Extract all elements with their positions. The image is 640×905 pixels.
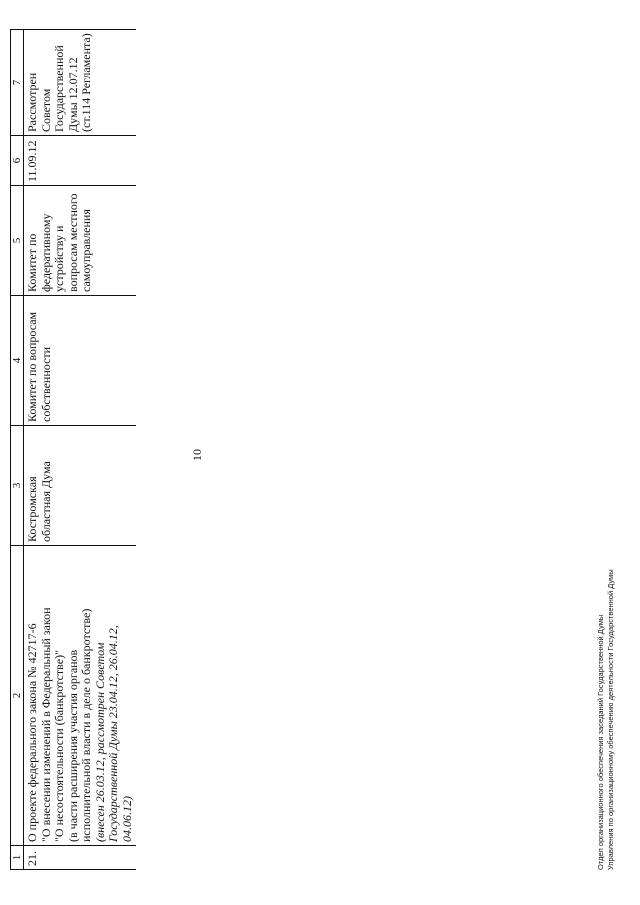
bills-table	[10, 29, 136, 870]
committee-cell	[24, 296, 137, 426]
description-line: "О несостоятельности (банкротстве)"	[52, 650, 66, 842]
table-row	[24, 30, 137, 870]
bill-description-cell	[24, 546, 137, 846]
header-col-6: 6	[11, 136, 24, 186]
initiator-cell	[24, 426, 137, 546]
description-line: О проекте федерального закона № 42717-6	[25, 623, 39, 842]
description-italic-line: (внесен 26.03.12, рассмотрен Советом	[92, 642, 107, 842]
co-committee-cell	[24, 186, 137, 296]
header-col-2: 2	[11, 546, 24, 846]
description-line: "О внесении изменений в Федеральный закон	[38, 607, 53, 842]
page-number: 10	[190, 449, 204, 461]
header-col-4: 4	[11, 296, 24, 426]
co-committee-line: устройству и	[52, 225, 66, 292]
status-cell	[24, 30, 137, 136]
header-col-5: 5	[11, 186, 24, 296]
committee-line: Комитет по вопросам	[25, 311, 39, 422]
header-col-1: 1	[11, 846, 24, 870]
description-italic-line: 04.06.12)	[119, 796, 134, 842]
status-line: Думы 12.07.12	[65, 57, 80, 132]
description-line: исполнительной власти в деле о банкротстве)	[79, 608, 93, 842]
header-row	[11, 30, 24, 870]
header-col-7: 7	[11, 30, 24, 136]
co-committee-line: вопросам местного	[65, 193, 80, 292]
header-col-3: 3	[11, 426, 24, 546]
date-cell: 11.09.12	[24, 136, 137, 186]
footer-line-2: Управления по организационному обеспечению деятельности Государственной Думы	[606, 569, 615, 870]
initiator-line: Костромская	[25, 476, 39, 542]
status-line: (ст.114 Регламента)	[79, 33, 93, 132]
description-italic-line: Государственной Думы 23.04.12, 26.04.12,	[106, 625, 120, 842]
co-committee-line: самоуправления	[79, 209, 93, 292]
footer-line-1: Отдел организационного обеспечения заседаний Государственной Думы	[596, 614, 605, 870]
status-line: Советом	[38, 88, 53, 132]
co-committee-line: федеративному	[38, 213, 53, 292]
status-line: Государственной	[52, 45, 66, 132]
status-line: Рассмотрен	[25, 72, 39, 132]
initiator-line: областная Дума	[38, 461, 53, 542]
co-committee-line: Комитет по	[25, 233, 39, 292]
row-number: 21.	[24, 846, 137, 870]
committee-line: собственности	[38, 346, 53, 422]
footer-note	[596, 569, 616, 870]
description-line: (в части расширения участия органов	[65, 649, 80, 842]
